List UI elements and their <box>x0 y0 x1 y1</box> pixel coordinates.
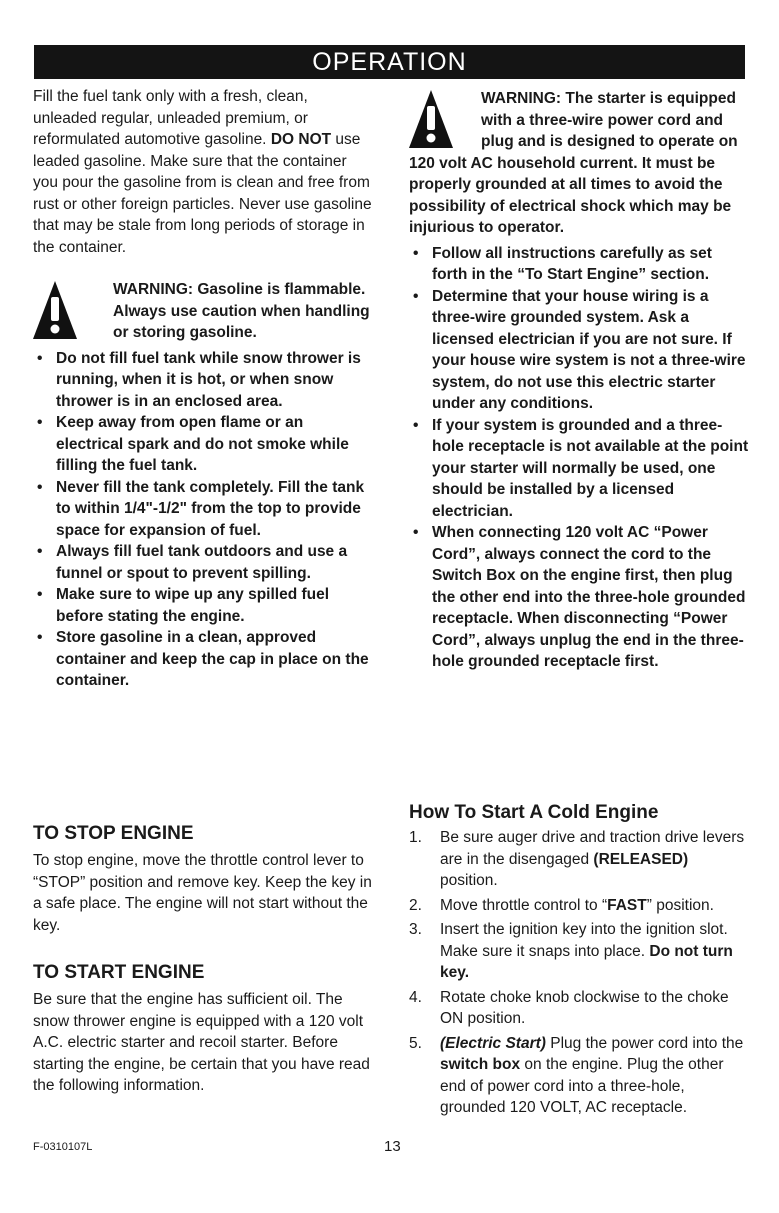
gasoline-warning <box>33 279 373 344</box>
step-emphasis: Do not turn key. <box>440 942 733 981</box>
step-item <box>409 919 749 984</box>
list-item: • Keep away from open flame or an electrical spark and do not smoke while filling the fuel tank. <box>33 412 373 477</box>
warning-triangle-icon <box>33 281 77 339</box>
cold-start-heading: How To Start A Cold Engine <box>409 802 659 823</box>
electrical-warning <box>409 88 749 239</box>
fuel-intro-paragraph <box>33 86 373 258</box>
fuel-safety-list <box>33 348 373 692</box>
start-engine-text: Be sure that the engine has sufficient oil. The snow thrower engine is equipped with a 120 volt A.C. electric starter and recoil starter. Before starting the engine, be certain that you have read the following information. <box>33 991 370 1094</box>
list-item: • Always fill fuel tank outdoors and use a funnel or spout to prevent spilling. <box>33 541 373 584</box>
list-item: • Follow all instructions carefully as set forth in the “To Start Engine” section. <box>409 243 749 286</box>
step-text: Plug the power cord into the <box>550 1034 744 1052</box>
step-text: Move throttle control to “ <box>440 896 608 914</box>
step-emphasis: FAST <box>607 896 647 914</box>
step-number: 2. <box>409 896 422 914</box>
step-text: Insert the ignition key into the ignition slot. Make sure it snaps into place. <box>440 921 728 960</box>
step-text: position. <box>440 872 498 889</box>
step-emphasis: (RELEASED) <box>593 850 689 868</box>
electrical-safety-list <box>409 243 749 673</box>
do-not-emphasis: DO NOT <box>270 131 332 148</box>
intro-text-2: use leaded gasoline. Make sure that the container you pour the gasoline from is clean and free from rust or other foreign particles. Never use gasoline that may be stale from long periods of storage in the container. <box>33 131 372 256</box>
list-item: • If your system is grounded and a three-hole receptacle is not available at the point your starter will normally be used, one should be installed by a licensed electrician. <box>409 415 749 523</box>
stop-engine-heading: TO STOP ENGINE <box>33 823 194 844</box>
step-item <box>409 827 749 892</box>
warning-triangle-icon <box>409 90 453 148</box>
intro-text-1: Fill the fuel tank only with a fresh, clean, unleaded regular, unleaded premium, or reformulated automotive gasoline. <box>33 88 308 148</box>
step-number: 5. <box>409 1034 422 1052</box>
list-item: • Make sure to wipe up any spilled fuel before stating the engine. <box>33 584 373 627</box>
start-engine-heading: TO START ENGINE <box>33 962 205 983</box>
step-item <box>409 1033 749 1119</box>
warning-text: WARNING: Gasoline is flammable. Always use caution when handling or storing gasoline. <box>113 281 370 341</box>
section-banner: OPERATION <box>34 45 745 79</box>
step-item <box>409 895 749 917</box>
list-item: • Never fill the tank completely. Fill the tank to within 1/4"-1/2" from the top to provide space for expansion of fuel. <box>33 477 373 542</box>
step-number: 4. <box>409 988 422 1006</box>
step-item <box>409 987 749 1030</box>
cold-start-steps <box>409 827 749 1122</box>
step-emphasis: (Electric Start) <box>440 1034 546 1052</box>
step-text: ” position. <box>646 896 714 914</box>
warning-text: WARNING: The starter is equipped with a three-wire power cord and plug and is designed to operate on 120 volt AC household current. It must be properly grounded at all times to avoid the possibility of electrical shock which may be injurious to operator. <box>409 90 738 236</box>
step-number: 1. <box>409 829 422 846</box>
step-text: on the engine. Plug the other end of power cord into a three-hole, grounded 120 VOLT, AC receptacle. <box>440 1056 724 1116</box>
document-code: F-0310107L <box>33 1141 93 1153</box>
list-item: • Store gasoline in a clean, approved container and keep the cap in place on the container. <box>33 627 373 692</box>
step-text: Be sure auger drive and traction drive levers are in the disengaged <box>440 829 745 868</box>
left-column <box>33 86 373 692</box>
list-item: • Determine that your house wiring is a three-wire grounded system. Ask a licensed electrician if you are not sure. If your house wire system is not a three-wire system, do not use this electric starter under any conditions. <box>409 286 749 415</box>
stop-engine-text: To stop engine, move the throttle control lever to “STOP” position and remove key. Keep the key in a safe place. The engine will not start without the key. <box>33 852 372 934</box>
page-number: 13 <box>384 1138 401 1155</box>
step-text: Rotate choke knob clockwise to the choke ON position. <box>440 988 729 1027</box>
list-item: • When connecting 120 volt AC “Power Cord”, always connect the cord to the Switch Box on the engine first, then plug the other end into the three-hole grounded receptacle. When disconnecting “Power Cord”, always unplug the end in the three-hole grounded receptacle first. <box>409 522 749 673</box>
right-column <box>409 86 749 673</box>
list-item: • Do not fill fuel tank while snow thrower is running, when it is hot, or when snow thrower is in an enclosed area. <box>33 348 373 413</box>
step-emphasis: switch box <box>440 1056 521 1073</box>
step-number: 3. <box>409 921 422 938</box>
